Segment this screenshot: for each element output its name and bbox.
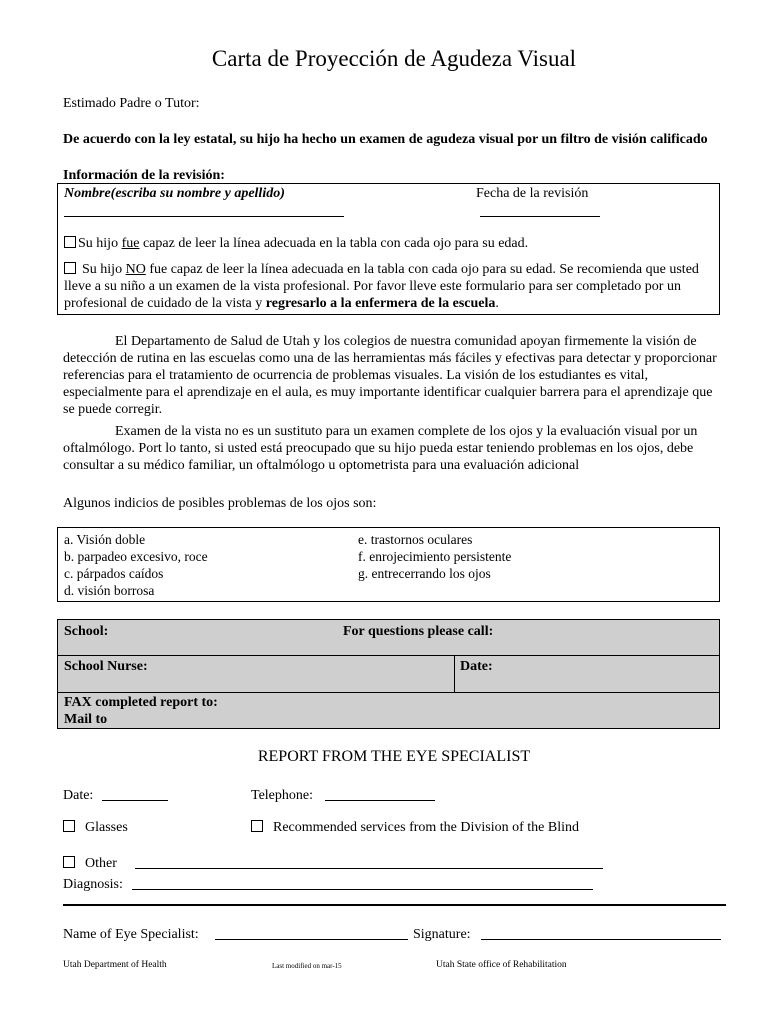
signs-left [64, 531, 208, 599]
other-option [63, 855, 117, 872]
option-pass-post: capaz de leer la línea adecuada en la tabla con cada ojo para su edad. [139, 236, 529, 251]
page-title: Carta de Proyección de Agudeza Visual [211, 46, 577, 71]
sign-item: e. trastornos oculares [358, 532, 473, 547]
review-date-label: Fecha de la revisión [476, 186, 589, 201]
sign-item: d. visión borrosa [64, 583, 155, 598]
diagnosis-field[interactable] [132, 889, 593, 890]
review-info-heading: Información de la revisión: [63, 168, 225, 183]
table-divider [58, 655, 719, 656]
telephone-field[interactable] [325, 800, 435, 801]
nurse-date-label: Date: [460, 659, 493, 674]
name-field[interactable] [64, 216, 344, 217]
report-heading: REPORT FROM THE EYE SPECIALIST [257, 748, 531, 765]
option-fail-bold: regresarlo a la enfermera de la escuela [265, 296, 496, 311]
review-date-field[interactable] [480, 216, 600, 217]
signs-right [358, 531, 511, 582]
blind-services-option [251, 819, 579, 836]
sign-item: f. enrojecimiento persistente [358, 549, 512, 564]
other-field[interactable] [135, 868, 603, 869]
option-fail-pre: Su hijo [82, 262, 126, 277]
option-fail-post: fue capaz de leer la línea adecuada en la tabla con cada ojo para su edad. Se recomienda que usted lleve a su niño a un examen de la vista profesional. Por favor lleve este formulario para ser completado por un profesional de cuidado de la vista y [64, 262, 699, 311]
glasses-label: Glasses [85, 820, 128, 835]
greeting: Estimado Padre o Tutor: [63, 96, 200, 111]
law-statement: De acuerdo con la ley estatal, su hijo ha hecho un examen de agudeza visual por un filtro de visión calificado [63, 132, 708, 147]
other-label: Other [85, 856, 117, 871]
sign-item: a. Visión doble [64, 532, 146, 547]
checkbox-blind-services[interactable] [251, 820, 263, 832]
questions-label: For questions please call: [343, 624, 494, 639]
paragraph-1: El Departamento de Salud de Utah y los colegios de nuestra comunidad apoyan firmemente la visión de detección de rutina en las escuelas como una de las herramientas más fáciles y efectivas para detectar y proporcionar referencias para el tratamiento de ocurrencia de problemas visuales. La visión de los estudiantes es vital, especialmente para el aprendizaje en el aula, es muy importante identificar cualquier barrera para el aprendizaje que se puede corregir. [63, 334, 717, 417]
option-pass-underlined: fue [121, 236, 140, 251]
footer-right: Utah State office of Rehabilitation [436, 960, 567, 970]
signature-field[interactable] [481, 939, 721, 940]
report-date-field[interactable] [102, 800, 168, 801]
option-fail-underlined: NO [125, 262, 146, 277]
option-fail-end: . [495, 296, 499, 311]
paragraph-2: Examen de la vista no es un sustituto para un examen complete de los ojos y la evaluación visual por un oftalmólogo. Port lo tanto, si usted está preocupado que su hijo pueda estar teniendo problemas en los ojos, debe consultar a su médico familiar, un oftalmólogo u optometrista para una evaluación adicional [63, 424, 698, 473]
blind-services-label: Recommended services from the Division of the Blind [273, 820, 579, 835]
footer-middle: Last modified on mar-15 [272, 962, 342, 970]
separator-rule [63, 904, 726, 906]
signs-box [57, 527, 720, 602]
telephone-label: Telephone: [251, 788, 313, 803]
mail-label: Mail to [64, 712, 108, 727]
glasses-option [63, 819, 128, 836]
sign-item: c. párpados caídos [64, 566, 164, 581]
checkbox-glasses[interactable] [63, 820, 75, 832]
table-divider [454, 655, 455, 692]
signs-intro: Algunos indicios de posibles problemas de los ojos son: [63, 496, 377, 511]
specialist-name-label: Name of Eye Specialist: [63, 927, 199, 942]
option-pass [64, 235, 714, 252]
checkbox-fail[interactable] [64, 262, 76, 274]
name-label: Nombre(escriba su nombre y apellido) [64, 186, 285, 201]
report-date-label: Date: [63, 788, 94, 803]
option-pass-pre: Su hijo [78, 236, 122, 251]
sign-item: b. parpadeo excesivo, roce [64, 549, 208, 564]
sign-item: g. entrecerrando los ojos [358, 566, 491, 581]
school-table [57, 619, 720, 729]
signature-label: Signature: [413, 927, 471, 942]
checkbox-other[interactable] [63, 856, 75, 868]
review-box [57, 183, 720, 315]
fax-label: FAX completed report to: [64, 695, 218, 710]
school-label: School: [64, 624, 109, 639]
diagnosis-label: Diagnosis: [63, 877, 123, 892]
footer-left: Utah Department of Health [63, 960, 167, 970]
option-fail [64, 261, 709, 312]
table-divider [58, 692, 719, 693]
nurse-label: School Nurse: [64, 659, 148, 674]
specialist-name-field[interactable] [215, 939, 408, 940]
checkbox-pass[interactable] [64, 236, 76, 248]
